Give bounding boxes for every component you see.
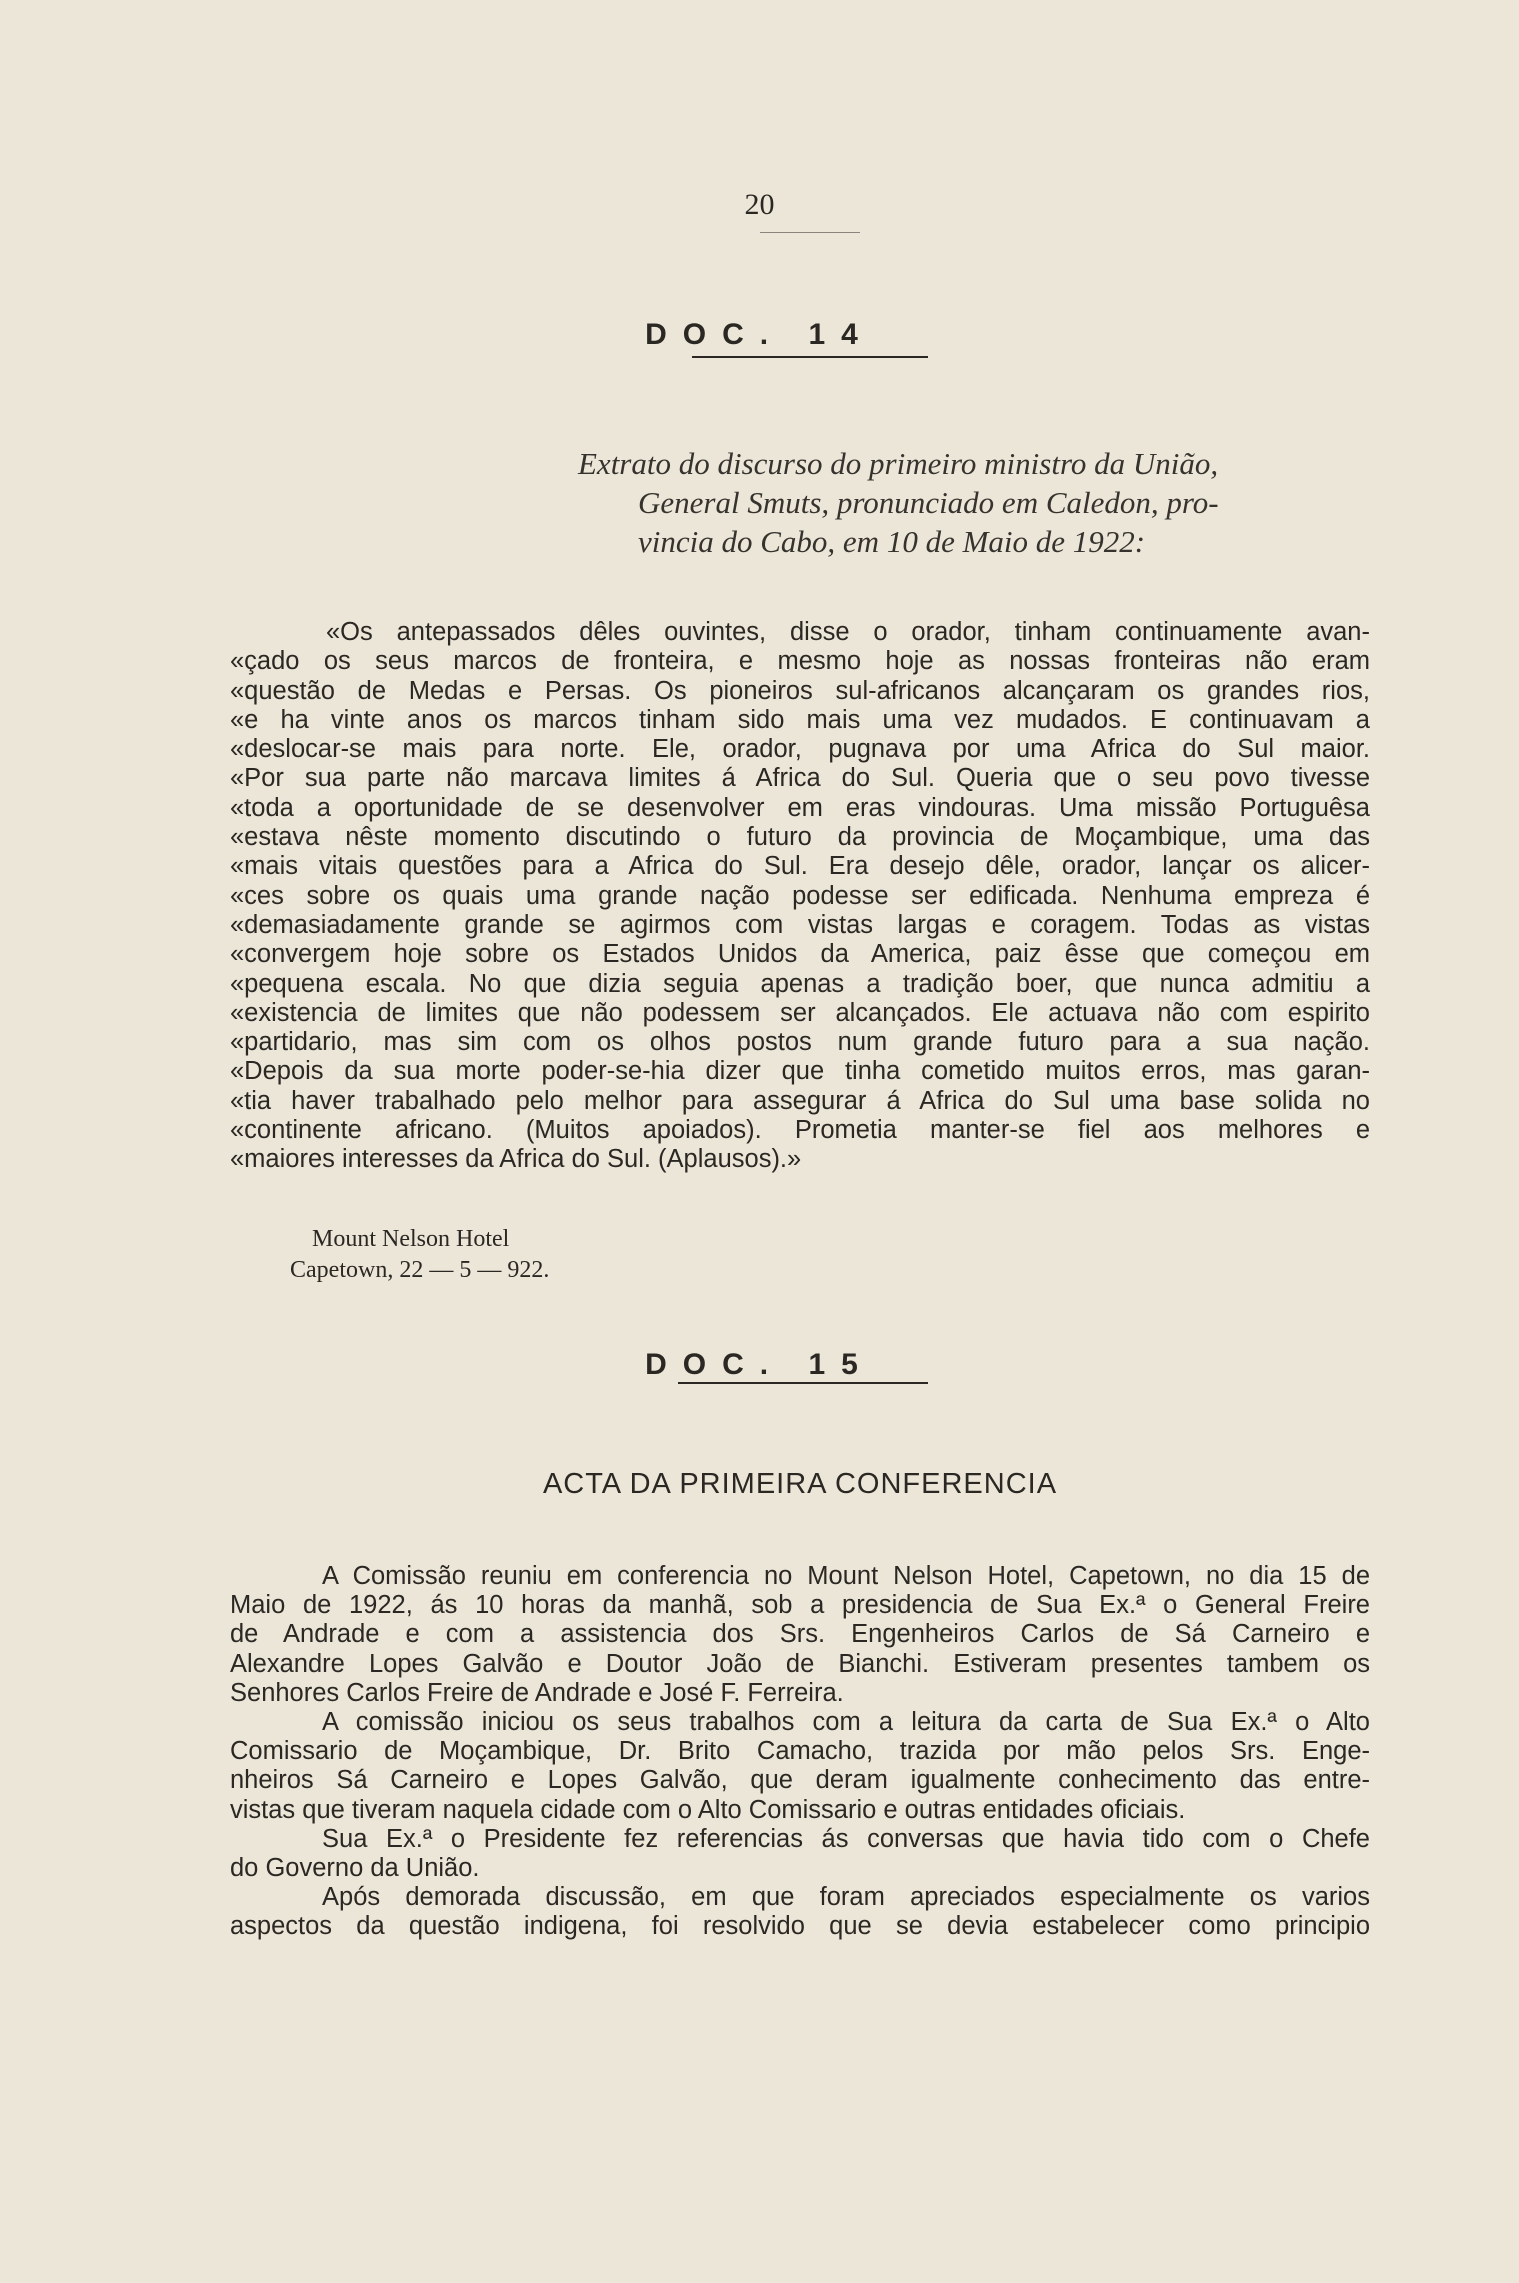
acta-line: Maio de 1922, ás 10 horas da manhã, sob a presidencia de Sua Ex.ª o General Freire <box>230 1591 1370 1620</box>
acta-line: do Governo da União. <box>230 1854 480 1883</box>
doc15-heading: DOC. 15 <box>645 1348 874 1381</box>
speech-line: «Os antepassados dêles ouvintes, disse o orador, tinham continuamente avan- <box>326 618 1370 646</box>
acta-line: nheiros Sá Carneiro e Lopes Galvão, que deram igualmente conhecimento das entre- <box>230 1766 1370 1795</box>
acta-line: Sua Ex.ª o Presidente fez referencias ás conversas que havia tido com o Chefe <box>322 1824 1370 1853</box>
speech-line: «mais vitais questões para a Africa do Sul. Era desejo dêle, orador, lançar os alicer- <box>230 852 1370 881</box>
doc14-place: Mount Nelson Hotel <box>312 1226 510 1252</box>
speech-line: «tia haver trabalhado pelo melhor para assegurar á Africa do Sul uma base solida no <box>230 1086 1370 1115</box>
speech-line: «Depois da sua morte poder-se-hia dizer que tinha cometido muitos erros, mas garan- <box>230 1057 1370 1086</box>
extract-line: Extrato do discurso do primeiro ministro da União, <box>578 446 1219 481</box>
page-number: 20 <box>744 188 775 221</box>
acta-line: A Comissão reuniu em conferencia no Mount Nelson Hotel, Capetown, no dia 15 de <box>322 1562 1370 1590</box>
doc14-heading: DOC. 14 <box>645 318 874 351</box>
speech-line: «partidario, mas sim com os olhos postos num grande futuro para a sua nação. <box>230 1028 1370 1057</box>
speech-line: «çado os seus marcos de fronteira, e mesmo hoje as nossas fronteiras não eram <box>230 647 1370 676</box>
doc15-heading-rule <box>678 1382 928 1384</box>
acta-line: de Andrade e com a assistencia dos Srs. Engenheiros Carlos de Sá Carneiro e <box>230 1620 1370 1649</box>
acta-line: Alexandre Lopes Galvão e Doutor João de Bianchi. Estiveram presentes tambem os <box>230 1649 1370 1678</box>
doc15-body <box>230 1562 1370 1942</box>
speech-line: «maiores interesses da Africa do Sul. (Aplausos).» <box>230 1145 802 1174</box>
doc14-heading-rule <box>692 356 928 358</box>
speech-line: «Por sua parte não marcava limites á Africa do Sul. Queria que o seu povo tivesse <box>230 764 1370 793</box>
page-number-rule <box>760 232 860 233</box>
speech-line: «toda a oportunidade de se desenvolver em eras vindouras. Uma missão Portuguêsa <box>230 793 1370 822</box>
speech-line: «continente africano. (Muitos apoiados). Prometia manter-se fiel aos melhores e <box>230 1116 1370 1145</box>
speech-line: «e ha vinte anos os marcos tinham sido mais uma vez mudados. E continuavam a <box>230 705 1370 734</box>
speech-line: «questão de Medas e Persas. Os pioneiros sul-africanos alcançaram os grandes rios, <box>230 676 1370 705</box>
speech-line: «deslocar-se mais para norte. Ele, orador, pugnava por uma Africa do Sul maior. <box>230 735 1370 764</box>
speech-line: «existencia de limites que não podessem ser alcançados. Ele actuava não com espirito <box>230 998 1370 1027</box>
speech-line: «estava nêste momento discutindo o futuro da provincia de Moçambique, uma das <box>230 823 1370 852</box>
speech-line: «ces sobre os quais uma grande nação podesse ser edificada. Nenhuma empreza é <box>230 881 1370 910</box>
acta-line: A comissão iniciou os seus trabalhos com a leitura da carta de Sua Ex.ª o Alto <box>322 1708 1370 1737</box>
acta-line: vistas que tiveram naquela cidade com o Alto Comissario e outras entidades oficiais. <box>230 1795 1186 1824</box>
doc15-title: ACTA DA PRIMEIRA CONFERENCIA <box>542 1468 1058 1500</box>
speech-line: «pequena escala. No que dizia seguia apenas a tradição boer, que nunca admitiu a <box>230 969 1370 998</box>
doc14-extract-intro <box>578 444 1298 561</box>
doc14-date: Capetown, 22 — 5 — 922. <box>290 1257 550 1283</box>
speech-line: «convergem hoje sobre os Estados Unidos da America, paiz êsse que começou em <box>230 940 1370 969</box>
extract-line: General Smuts, pronunciado em Caledon, pro- <box>638 485 1219 520</box>
doc14-speech <box>230 618 1370 1175</box>
acta-line: Comissario de Moçambique, Dr. Brito Camacho, trazida por mão pelos Srs. Enge- <box>230 1737 1370 1766</box>
speech-line: «demasiadamente grande se agirmos com vistas largas e coragem. Todas as vistas <box>230 910 1370 939</box>
acta-line: aspectos da questão indigena, foi resolvido que se devia estabelecer como principio <box>230 1912 1370 1941</box>
extract-line: vincia do Cabo, em 10 de Maio de 1922: <box>638 524 1146 559</box>
acta-line: Após demorada discussão, em que foram apreciados especialmente os varios <box>322 1883 1370 1912</box>
acta-line: Senhores Carlos Freire de Andrade e José F. Ferreira. <box>230 1678 844 1707</box>
